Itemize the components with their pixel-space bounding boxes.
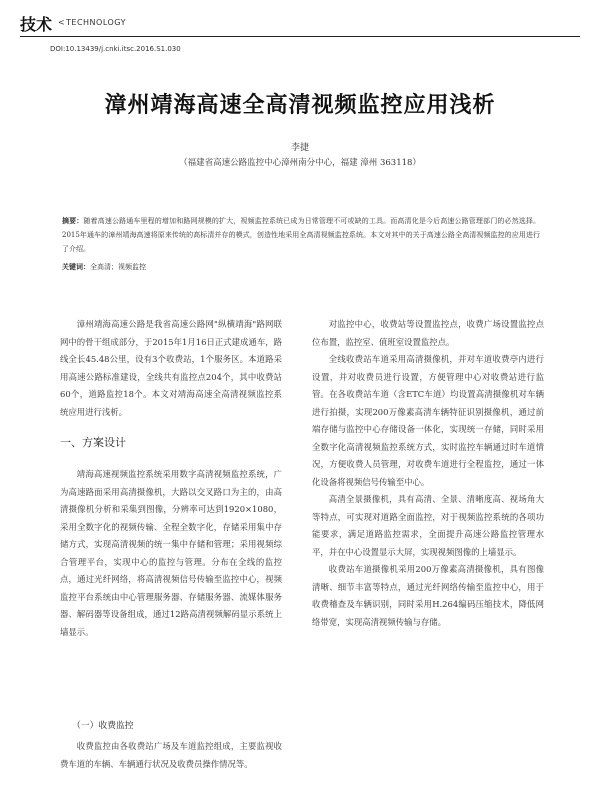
- section-paragraph: 靖海高速视频监控系统采用数字高清视频监控系统，广为高速路面采用高清摄像机，大路以交叉路口为主的，由高清摄像机分析和采集到图像，分辨率可达到1920×1080，采用全数字化的视频传输、全程全数字化，存储采用集中存储方式，实现高清视频的统一集中存储和管理；采用视频综合管理平台，实现中心的监控与管理。分布在全线的监控点，通过光纤网络，将高清视频信号传输至监控中心，视频监控平台系统由中心管理服务器、存储服务器、流媒体服务器、解码器等设备组成，通过12路高清视频解码显示系统上墙显示。: [60, 469, 282, 637]
- right-paragraph: 全线收费站车道采用高清摄像机，并对车道收费亭内进行设置，并对收费员进行设置，方便管理中心对收费站进行监管。在各收费站车道（含ETC车道）均设置高清摄像机对车辆进行拍摄，实现200万像素高清车辆特征识别摄像机，通过前端存储与监控中心存储设备一体化，实现统一存储，同时采用全数字化高清视频监控系统方式，实时监控车辆通过时车道情况，方便收费人员管理，对收费车道进行全程监控，通过一体化设备将视频信号传输至中心。: [312, 354, 544, 487]
- doi: DOI:10.13439/j.cnki.itsc.2016.S1.030: [50, 45, 181, 53]
- keywords-text: 全高清；视频监控: [90, 263, 146, 271]
- abstract-label: 摘要：: [62, 216, 84, 225]
- journal-section-subtitle: TECHNOLOGY: [66, 18, 126, 27]
- affiliation: （福建省高速公路监控中心漳州南分中心，福建 漳州 363118）: [179, 158, 421, 168]
- journal-header: [20, 12, 580, 36]
- right-paragraph: 高清全景摄像机，具有高清、全景、清晰度高、视场角大等特点，可实现对道路全面监控，对于视频监控系统的各项功能要求，满足道路监控需求，全面提升高速公路监控管理水平，并在中心设置显示大屏，实现视频图像的上墙显示。: [312, 494, 544, 557]
- keywords-label: 关键词：: [62, 262, 90, 271]
- intro-paragraph: 漳州靖海高速公路是我省高速公路网"纵横靖海"路网联网中的骨干组成部分，于2015年1月16日正式建成通车，路线全长45.48公里，设有3个收费站，1个服务区。本道路采用高速公路标准建设，全线共有监控点204个，其中收费站60个，道路监控18个。本文对靖海高速全高清视频监控系统应用进行浅析。: [60, 319, 282, 417]
- right-paragraph: 对监控中心，收费站等设置监控点，收费广场设置监控点位布置，监控室、值班室设置监控点。: [312, 319, 544, 347]
- right-paragraph: 收费站车道摄像机采用200万像素高清摄像机，具有图像清晰、细节丰富等特点，通过光纤网络传输至监控中心，用于收费稽查及车辆识别，同时采用H.264编码压缩技术，降低网络带宽，实现高清视频传输与存储。: [312, 564, 544, 627]
- abstract: [62, 214, 540, 256]
- left-column-section: [60, 466, 282, 641]
- article-title: 漳州靖海高速全高清视频监控应用浅析: [104, 93, 496, 118]
- right-column: [312, 316, 544, 631]
- keywords: [62, 262, 540, 272]
- left-column-intro: [60, 316, 282, 421]
- journal-section-title: 技术: [20, 15, 53, 34]
- header-separator: <: [58, 18, 65, 27]
- subsection-heading: （一）收费监控: [72, 721, 134, 731]
- subsection-paragraph: 收费监控由各收费站广场及车道监控组成，主要监视收费车道的车辆、车辆通行状况及收费员操作情况等。: [60, 741, 282, 769]
- section-heading: 一、方案设计: [60, 436, 126, 449]
- abstract-text: 随着高速公路通车里程的增加和路网规模的扩大，视频监控系统已成为日常管理不可或缺的工具。而高清化是今后高速公路管理部门的必然选择。2015年通车的漳州靖海高速将原来传统的高标清并存的模式，创造性地采用全高清视频监控系统。本文对其中的关于高速公路全高清视频监控的应用进行了介绍。: [62, 217, 541, 253]
- header-divider: [20, 36, 580, 37]
- left-column-subsection: [60, 738, 282, 773]
- author: 李捷: [290, 143, 309, 153]
